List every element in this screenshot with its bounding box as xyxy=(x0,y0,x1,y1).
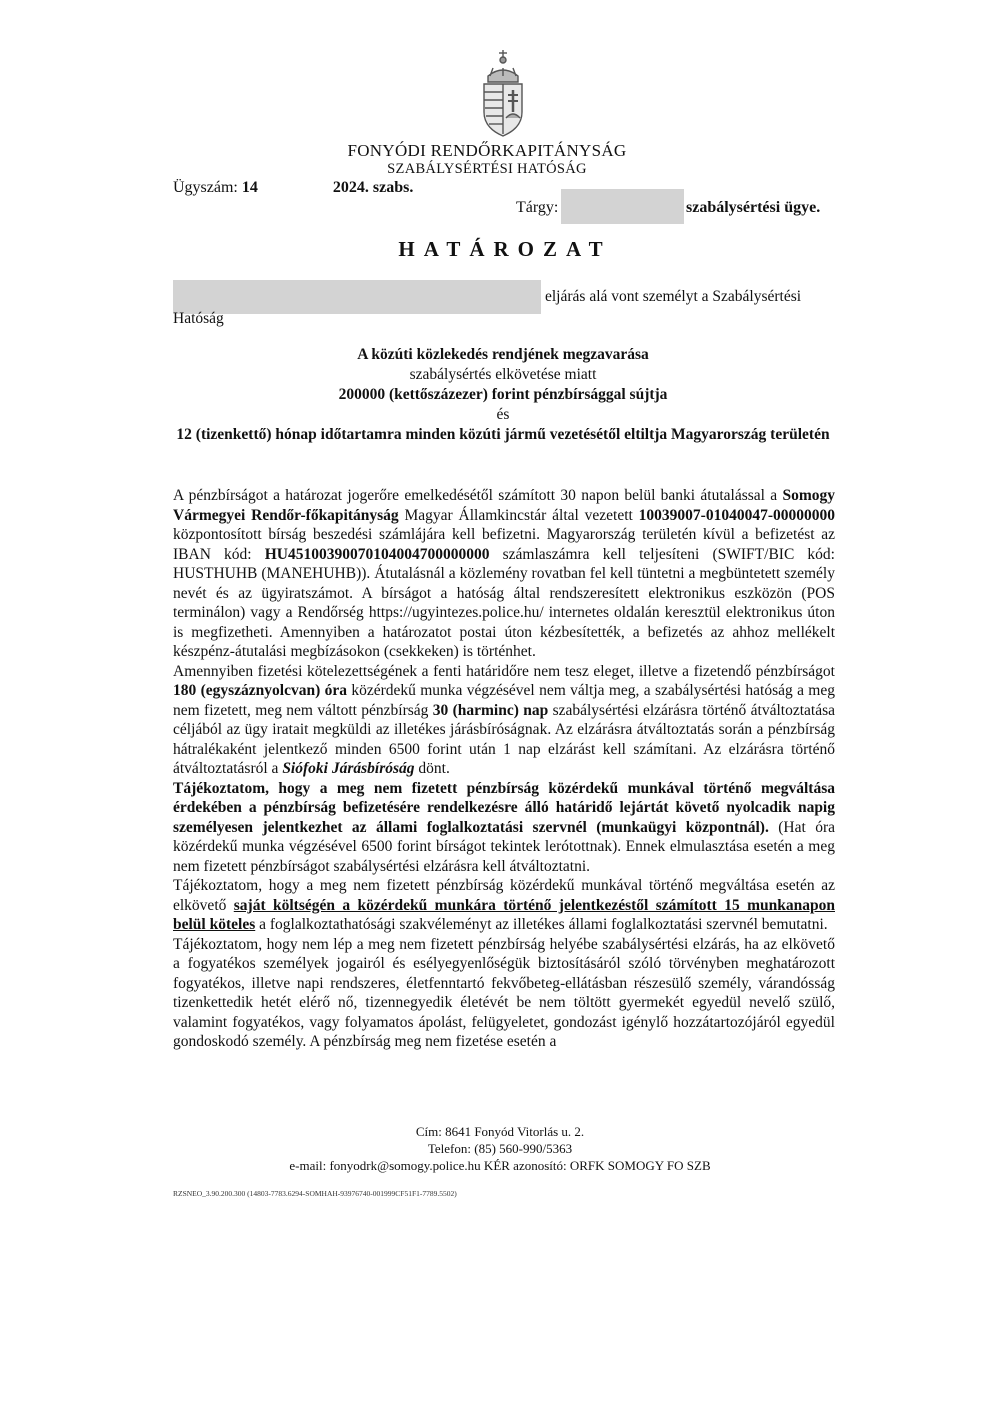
footer-phone: Telefon: (85) 560-990/5363 xyxy=(427,1141,573,1156)
decision-offence: A közúti közlekedés rendjének megzavarása xyxy=(357,346,649,363)
conversion-paragraph: Amennyiben fizetési kötelezettségének a fenti határidőre nem tesz eleget, illetve a fizetendő pénzbírságot 180 (egyszáznyolcvan) óra közérdekű munka végzésével nem váltja meg, a szabálysértési hatóság a meg nem fizetett, meg nem váltott pénzbírság 30 (harminc) nap szabálysértési elzárásra történő átváltoztatása céljából az ügy iratait megküldi az illetékes járásbíróságnak. Az elzárásra átváltoztatás során a pénzbírság hátralékaként jelentkező minden 6500 forint után 1 nap elzárást kell számítani. Az elzárásra történő átváltoztatásról a Siófoki Járásbíróság dönt. xyxy=(173,662,835,777)
document-body xyxy=(173,486,835,1052)
intro-text-continued: Hatóság xyxy=(173,310,224,327)
document-code: RZSNEO_3.90.200.300 (14803-7783.6294-SOMHAH-93976740-001999CF51F1-7789.5502) xyxy=(173,1189,457,1198)
case-number-line xyxy=(173,179,413,197)
decision-fine: 200000 (kettőszázezer) forint pénzbírsággal sújtja xyxy=(338,386,668,403)
document-title: HATÁROZAT xyxy=(398,237,612,261)
redacted-person-name xyxy=(173,280,541,314)
case-number-partial: 14 xyxy=(241,179,258,196)
exemption-paragraph: Tájékoztatom, hogy nem lép a meg nem fizetett pénzbírság helyébe szabálysértési elzárás, ha az elkövető a fogyatékos személyek jogairól és esélyegyenlőségük biztosításáról szóló törvényben meghatározott fogyatékos, illetve napi rendszeres, életfenntartó fekvőbeteg-ellátásban részesülő személy, várandósság tizenkettedik hetét elérő nő, tizennegyedik életévét be nem töltött gyermekét egyedül nevelő szülő, valamint fogyatékos, vagy folyamatos ápolást, felügyeletet, gondozást igénylő hozzátartozójáról egyedül gondoskodó személy. A pénzbírság meg nem fizetése esetén a xyxy=(173,935,835,1050)
community-work-paragraph: Tájékoztatom, hogy a meg nem fizetett pénzbírság közérdekű munkával történő megváltása érdekében a pénzbírság befizetésére rendelkezésre álló határidő lejártát követő nyolcadik napig személyesen jelentkezhet az állami foglalkoztatási szervnél (munkaügyi központnál). (Hat óra közérdekű munka végzésével 6500 forint bírságot tekintek lerótottnak). Ennek elmulasztása esetén a meg nem fizetett pénzbírságot szabálysértési elzárásra kell átváltoztatni. xyxy=(173,779,835,875)
decision-ban: 12 (tizenkettő) hónap időtartamra minden közúti jármű vezetésétől eltiltja Magyarország területén xyxy=(176,426,830,443)
decision-block xyxy=(173,345,833,445)
case-number-label: Ügyszám: xyxy=(173,179,242,196)
payment-paragraph: A pénzbírságot a határozat jogerőre emelkedésétől számított 30 napon belül banki átutalással a Somogy Vármegyei Rendőr-főkapitányság Magyar Államkincstár által vezetett 10039007-01040047-00000000 központosított bírság beszedési számlájára kell befizetni. Magyarország területén kívül a befizetést az IBAN kód: HU45100390070104004700000000 számlaszámra kell teljesíteni (SWIFT/BIC kód: HUSTHUHB (MANEHUHB)). Átutalásnál a közlemény rovatban fel kell tüntetni a megbüntetett személy nevét és az ügyiratszámot. A bírságot a hatóság által rendszeresített elektronikus eszközön (POS terminálon) vagy a Rendőrség https://ugyintezes.police.hu/ internetes oldalán keresztül elektronikus úton is megfizetheti. Amennyiben a határozatot postai úton kézbesítették, a befizetés az ahhoz mellékelt készpénz-átutalási megbízásokon (csekkeken) is történhet. xyxy=(173,487,835,660)
footer-email: e-mail: fonyodrk@somogy.police.hu KÉR azonosító: ORFK SOMOGY FO SZB xyxy=(289,1158,711,1173)
organization-name: FONYÓDI RENDŐRKAPITÁNYSÁG xyxy=(347,141,627,160)
subject-label: Tárgy: xyxy=(516,199,559,216)
coat-of-arms-icon xyxy=(478,46,528,138)
subject-suffix: szabálysértési ügye. xyxy=(686,199,821,216)
redacted-subject-name xyxy=(561,189,684,224)
decision-and: és xyxy=(496,406,510,423)
footer-address: Cím: 8641 Fonyód Vitorlás u. 2. xyxy=(415,1124,585,1139)
decision-reason: szabálysértés elkövetése miatt xyxy=(409,366,597,383)
medical-opinion-paragraph: Tájékoztatom, hogy a meg nem fizetett pénzbírság közérdekű munkával történő megváltása esetén az elkövető saját költségén a közérdekű munkára történő jelentkezéstől számított 15 munkanapon belül köteles a foglalkoztathatósági szakvéleményt az illetékes állami foglalkoztatási szervnél bemutatni. xyxy=(173,877,835,933)
intro-text: eljárás alá vont személyt a Szabálysértési xyxy=(545,288,802,305)
page-footer xyxy=(0,1123,1000,1174)
case-number-suffix: 2024. szabs. xyxy=(332,179,414,196)
organization-subtitle: SZABÁLYSÉRTÉSI HATÓSÁG xyxy=(387,161,587,177)
subject-line xyxy=(516,199,558,217)
